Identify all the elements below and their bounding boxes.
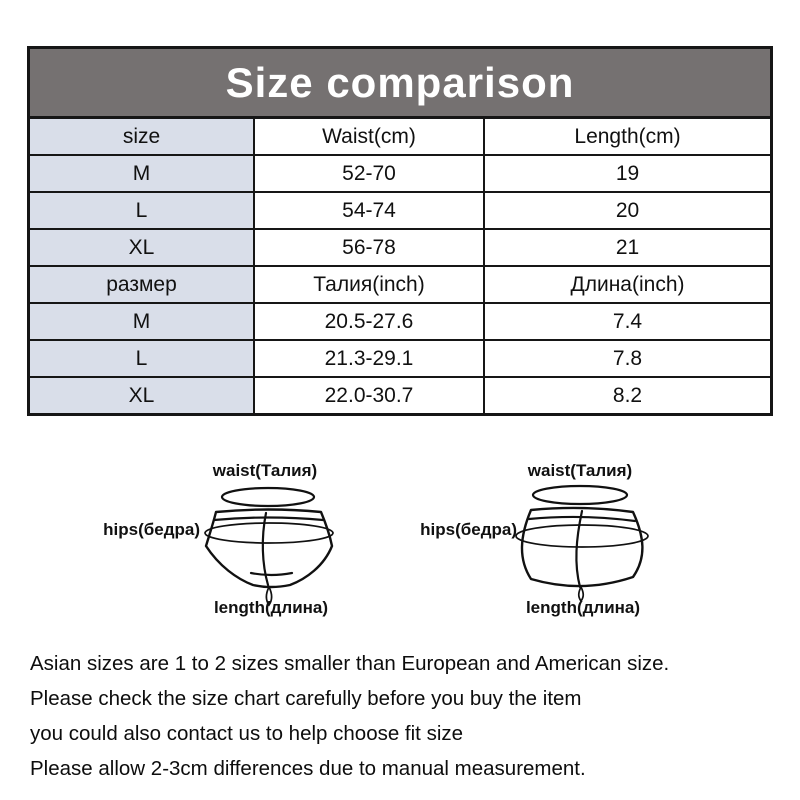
- hips-label-left: hips(бедра): [103, 520, 200, 539]
- table-row: [30, 193, 770, 230]
- header-waist-cm: Waist(cm): [255, 119, 485, 154]
- waist-label-left: waist(Талия): [212, 461, 318, 480]
- waist-label-right: waist(Талия): [527, 461, 633, 480]
- header-waist-inch: Талия(inch): [255, 267, 485, 302]
- cell-waist: 21.3-29.1: [255, 341, 485, 376]
- size-comparison-table: [27, 46, 773, 416]
- table-row: [30, 230, 770, 267]
- cell-waist: 22.0-30.7: [255, 378, 485, 413]
- header-length-inch: Длина(inch): [485, 267, 770, 302]
- table-header-row-inch: [30, 267, 770, 304]
- cell-size: L: [30, 193, 255, 228]
- cell-length: 21: [485, 230, 770, 265]
- table-title-banner: [30, 49, 770, 119]
- cell-waist: 20.5-27.6: [255, 304, 485, 339]
- cell-length: 20: [485, 193, 770, 228]
- table-row: [30, 378, 770, 413]
- table-row: [30, 156, 770, 193]
- table-header-row-cm: [30, 119, 770, 156]
- table-row: [30, 341, 770, 378]
- table-title: Size comparison: [225, 58, 575, 106]
- cell-length: 7.4: [485, 304, 770, 339]
- cell-length: 7.8: [485, 341, 770, 376]
- note-line-3: you could also contact us to help choose fit size: [30, 722, 464, 745]
- cell-length: 8.2: [485, 378, 770, 413]
- table-row: [30, 304, 770, 341]
- size-notes: [30, 646, 775, 786]
- header-size-ru: размер: [30, 267, 255, 302]
- cell-size: XL: [30, 378, 255, 413]
- header-length-cm: Length(cm): [485, 119, 770, 154]
- note-line-1: Asian sizes are 1 to 2 sizes smaller than European and American size.: [30, 652, 670, 675]
- length-label-right: length(длина): [525, 598, 641, 617]
- note-line-4: Please allow 2-3cm differences due to manual measurement.: [30, 757, 586, 780]
- cell-waist: 54-74: [255, 193, 485, 228]
- header-size: size: [30, 119, 255, 154]
- hips-label-right: hips(бедра): [420, 520, 517, 539]
- cell-waist: 52-70: [255, 156, 485, 191]
- cell-waist: 56-78: [255, 230, 485, 265]
- cell-size: M: [30, 156, 255, 191]
- briefs-drawing-icon: [196, 486, 346, 616]
- cell-length: 19: [485, 156, 770, 191]
- note-line-2: Please check the size chart carefully before you buy the item: [30, 687, 582, 710]
- cell-size: XL: [30, 230, 255, 265]
- length-label-left: length(длина): [213, 598, 329, 617]
- cell-size: L: [30, 341, 255, 376]
- cell-size: M: [30, 304, 255, 339]
